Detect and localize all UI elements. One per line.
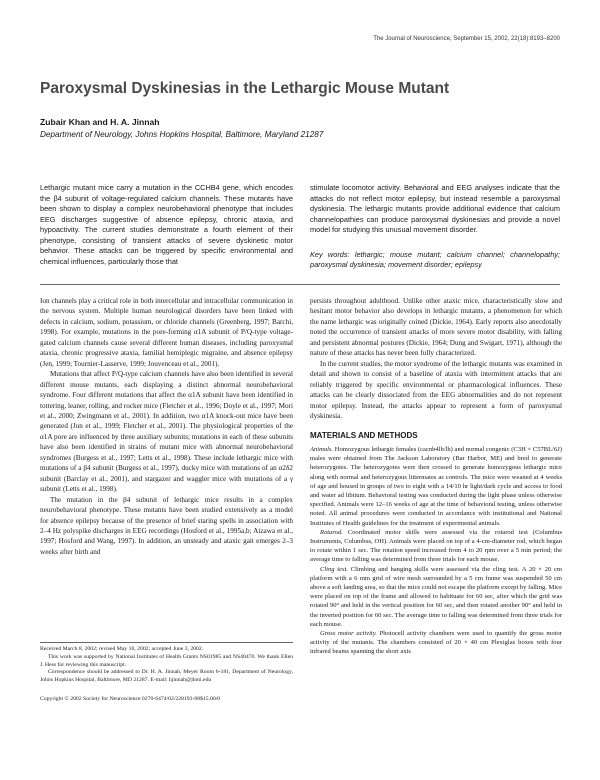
intro-paragraph-2: Mutations that affect P/Q-type calcium channels have also been identified in several different mouse mutants, each displaying a distinct abnormal neurobehavioral syndrome. Four different mutations that affect the α1A subunit have been identified in tottering, leaner, rolling, and rocker mice (Fletcher et al., 1996; Doyle et al., 1997; Mori et al., 2000; Zwingmann et al., 2001). In addition, two α1A knock-out mice have been generated (Jun et al., 1999; Fletcher et al., 2001). The physiological properties of the α1A pore are influenced by three auxiliary subunits; mutations in each of these subunits have also been identified in strains of mutant mice with abnormal neurobehavioral syndromes (Burgess et al., 1997; Letts et al., 1998). These include lethargic mice with mutations of a β4 subunit (Burgess et al., 1997), ducky mice with mutations of an α2δ2 subunit (Barclay et al., 2001), and stargazer and waggler mice with mutations of a γ subunit (Letts et al., 1998). xyxy=(40,370,293,494)
intro-paragraph-5: In the current studies, the motor syndrome of the lethargic mutants was examined in detail and shown to consist of a baseline of ataxia with intermittent attacks that are reliably triggered by specific environmental or pharmacological influences. These attacks can be clearly dissociated from the EEG abnormalities and do not represent motor epilepsy. Instead, the attacks appear to represent a form of paroxysmal dyskinesia. xyxy=(310,359,562,420)
methods-paragraph xyxy=(310,629,562,657)
methods-label: Gross motor activity. xyxy=(320,629,377,637)
running-head: The Journal of Neuroscience, September 15, 2002, 22(18):8193–8200 xyxy=(373,36,560,42)
footnotes xyxy=(40,646,293,685)
intro-paragraph-1: Ion channels play a critical role in both intercellular and intracellular communication in the nervous system. Multiple human neurological disorders have been linked with defects in calcium, sodium, potassium, or chloride channels (Greenberg, 1997; Barchi, 1998). For example, mutations in the pore-forming α1A subunit of P/Q-type voltage-gated calcium channels cause several different human diseases, including paroxysmal ataxia, chronic progressive ataxia, familial hemiplegic migraine, and absence epilepsy (Jen, 1999; Tournier-Lasserve, 1999; Jouvenceau et al., 2001). xyxy=(40,297,293,368)
abstract-right-column xyxy=(310,183,560,271)
authors: Zubair Khan and H. A. Jinnah xyxy=(40,117,160,127)
abstract-left-column xyxy=(40,183,293,267)
methods-text: Photocell activity chambers were used to quantify the gross motor activity of the mutants. The chambers consisted of 20 × 40 cm Plexiglas boxes with four infrared beams spanning the short axis xyxy=(310,629,563,656)
affiliation: Department of Neurology, Johns Hopkins Hospital, Baltimore, Maryland 21287 xyxy=(40,130,324,139)
footnote-funding: This work was supported by National Institutes of Health Grants NS01985 and NS40470. We thank Ellen J. Hess for reviewing this manuscript. xyxy=(40,653,293,668)
intro-paragraph-3: The mutation in the β4 subunit of lethargic mice results in a complex neurobehavioral phenotype. These mutants have been studied extensively as a model for absence epilepsy because of the presence of brief staring spells in association with 2–4 Hz polyspike discharges in EEG recordings (Hosford et al., 1995a,b; Aizawa et al., 1997; Hosford and Wang, 1997). In addition, an unsteady and ataxic gait emerges 2–3 weeks after birth and xyxy=(40,495,293,556)
methods-label: Animals. xyxy=(310,445,334,453)
methods-text: Coordinated motor skills were assessed via the rotarod test (Columbus Instruments, Columbus, OH). Animals were placed on top of a 4-cm-diameter rod, which began to rotate within 1 sec. The rotation speed increased from 4 to 20 rpm over a 5 min period; the average time to falling was determined from three trials for each mouse. xyxy=(310,528,562,564)
abstract-divider xyxy=(40,284,560,285)
methods-text: Homozygous lethargic females (cacnb4lh/lh) and normal congenic (C3H × C57BL/6J) males were obtained from The Jackson Laboratory (Bar Harbor, ME) and bred to generate heterozygotes. The heterozygotes were then crossed to generate homozygous lethargic mice along with normal and heterozygous littermates as controls. The mice were weaned at 4 weeks of age and housed in groups of two to eight with a 14/10 hr light/dark cycle and access to food and water ad libitum. Behavioral testing was conducted during the light phase unless otherwise specified. Animals were 12–16 weeks of age at the time of behavioral testing, unless otherwise noted. All animal procedures were conducted in accordance with institutional and National Institutes of Health guidelines for the treatment of experimental animals. xyxy=(310,445,562,527)
footnote-correspondence: Correspondence should be addressed to Dr. H. A. Jinnah, Meyer Room 6-181, Department of Neurology, Johns Hopkins Hospital, Baltimore, MD 21287. E-mail: hjinnah@jhmi.edu xyxy=(40,669,293,684)
body-right-column xyxy=(310,296,562,657)
copyright-line: Copyright © 2002 Society for Neuroscience 0270-6474/02/228193-08$15.00/0 xyxy=(40,696,221,702)
intro-paragraph-4: persists throughout adulthood. Unlike other ataxic mice, characteristically slow and hesitant motor behavior also develops in lethargic mutants, a phenomenon for which the name lethargic was originally coined (Dickie, 1964). Early reports also anecdotally noted the occurrence of transient attacks of more severe motor disability, with falling and persistent abnormal postures (Dickie, 1964; Dung and Swigart, 1971), although the nature of these attacks has never been fully characterized. xyxy=(310,297,562,358)
methods-label: Cling test. xyxy=(320,565,349,573)
body-left-column xyxy=(40,296,293,557)
abstract-text-right: stimulate locomotor activity. Behavioral and EEG analyses indicate that the attacks do not reflect motor epilepsy, but instead resemble a paroxysmal dyskinesia. The lethargic mutants provide additional evidence that calcium channelopathies can produce paroxysmal dyskinesias and provide a novel model for studying this unusual movement disorder. xyxy=(310,183,560,234)
methods-label: Rotarod. xyxy=(320,528,343,536)
footnote-received: Received March 8, 2002; revised May 10, 2002; accepted June 3, 2002. xyxy=(40,646,204,652)
abstract-text-left: Lethargic mutant mice carry a mutation in the CCHB4 gene, which encodes the β4 subunit of voltage-regulated calcium channels. These mutants have been shown to display a complex neurobehavioral phenotype that includes EEG discharges suggestive of absence epilepsy, chronic ataxia, and hypoactivity. The current studies demonstrate a fourth element of their phenotype, consisting of transient attacks of severe dyskinetic motor behavior. These attacks can be triggered by specific environmental and chemical influences, particularly those that xyxy=(40,183,293,266)
article-title: Paroxysmal Dyskinesias in the Lethargic Mouse Mutant xyxy=(40,80,450,97)
keywords: Key words: lethargic; mouse mutant; calcium channel; channelopathy; paroxysmal dyskinesia; movement disorder; epilepsy xyxy=(310,249,560,269)
methods-text: Climbing and hanging skills were assessed via the cling test. A 20 × 20 cm platform with a 6 mm grid of wire mesh surrounded by a 5 cm frame was suspended 50 cm above a soft landing area, so that the mice could not escape the platform except by falling. Mice were placed on top of the frame and allowed to habituate for 60 sec, after which the grid was rotated 90° and held in the vertical position for 60 sec, and then rotated another 90° and held in the inverted position for 60 sec. The average time to falling was determined from three trials for each mouse. xyxy=(310,565,562,628)
section-heading-methods: MATERIALS AND METHODS xyxy=(310,431,418,441)
methods-paragraph xyxy=(310,445,562,528)
methods-paragraph xyxy=(310,528,562,565)
footnote-divider xyxy=(40,642,293,643)
methods-paragraph xyxy=(310,565,562,629)
